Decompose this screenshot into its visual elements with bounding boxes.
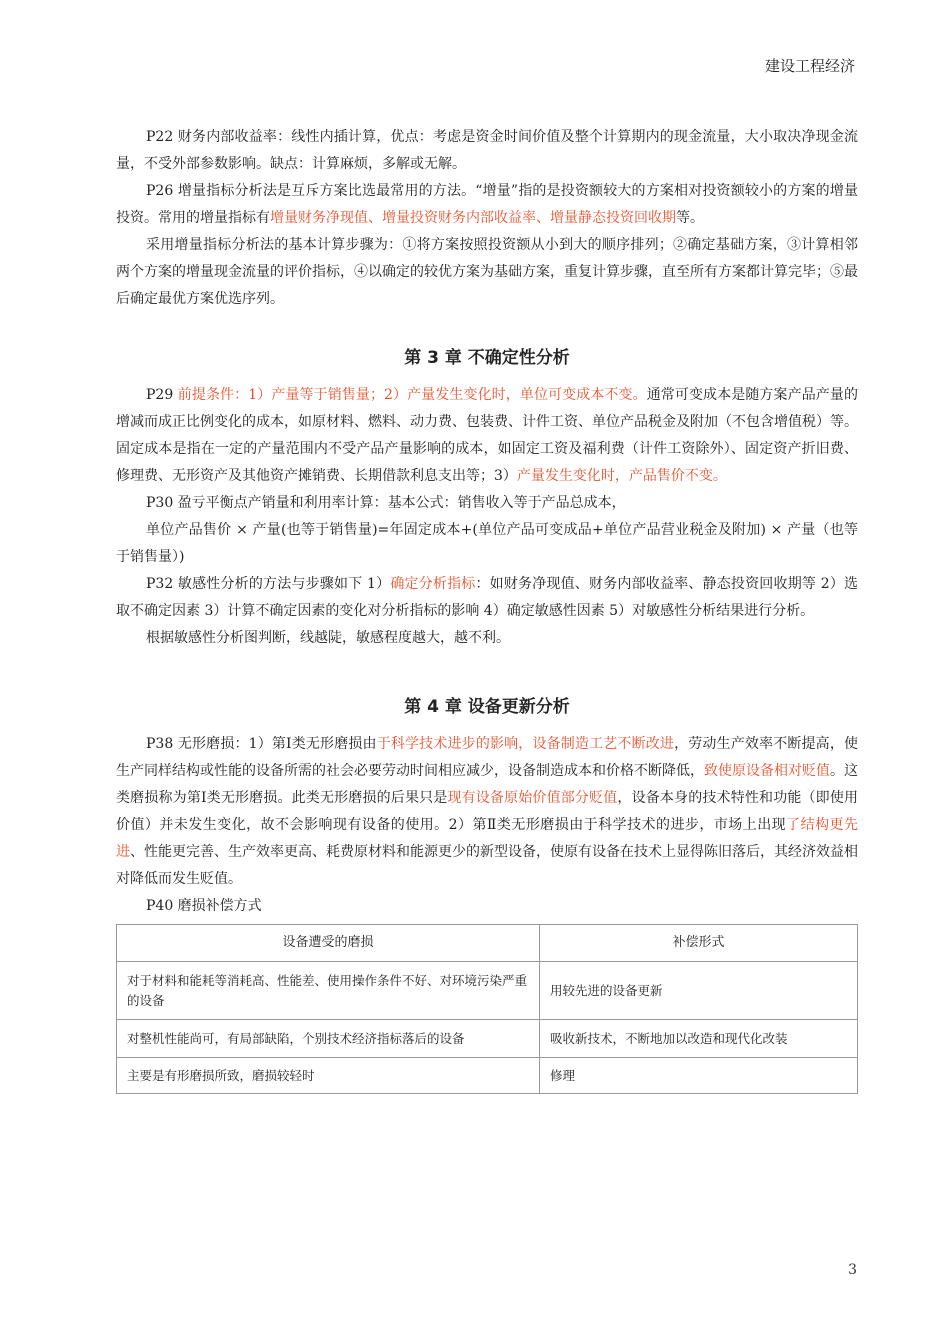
paragraph-p38: P38 无形磨损：1）第Ⅰ类无形磨损由于科学技术进步的影响，设备制造工艺不断改进，劳动生产效率不断提高，使生产同样结构或性能的设备所需的社会必要劳动时间相应减少，设备制造成本和价格不断降低，致使原设备相对贬值。这类磨损称为第Ⅰ类无形磨损。此类无形磨损的后果只是现有设备原始价值部分贬值，设备本身的技术特性和功能（即使用价值）并未发生变化，故不会影响现有设备的使用。2）第Ⅱ类无形磨损由于科学技术的进步，市场上出现了结构更先进、性能更完善、生产效率更高、耗费原材料和能源更少的新型设备，使原有设备在技术上显得陈旧落后，其经济效益相对降低而发生贬值。 bbox=[116, 736, 859, 887]
chapter-4-heading: 第 4 章 设备更新分析 bbox=[404, 697, 570, 717]
paragraph-formula: 单位产品售价 × 产量(也等于销售量)=年固定成本+(单位产品可变成品+单位产品营业税金及附加) × 产量（也等于销售量）) bbox=[116, 522, 858, 565]
paragraph-steps: 采用增量指标分析法的基本计算步骤为：①将方案按照投资额从小到大的顺序排列；②确定基础方案，③计算相邻两个方案的增量现金流量的评价指标，④以确定的较优方案为基础方案，重复计算步骤，直至所有方案都计算完毕；⑤最后确定最优方案优选序列。 bbox=[116, 237, 858, 307]
table-row bbox=[117, 1058, 858, 1094]
page-content bbox=[116, 124, 858, 1094]
table-header-cell: 设备遭受的磨损 bbox=[117, 925, 540, 962]
table-cell: 修理 bbox=[540, 1058, 858, 1094]
page-number: 3 bbox=[848, 1262, 857, 1278]
wear-compensation-table bbox=[116, 924, 858, 1094]
table-cell: 吸收新技术，不断地加以改造和现代化改装 bbox=[540, 1020, 858, 1058]
table-row bbox=[117, 962, 858, 1020]
table-row bbox=[117, 1020, 858, 1058]
paragraph-p30: P30 盈亏平衡点产销量和利用率计算：基本公式：销售收入等于产品总成本， bbox=[146, 495, 626, 511]
table-cell: 主要是有形磨损所致，磨损较轻时 bbox=[117, 1058, 540, 1094]
table-cell: 对于材料和能耗等消耗高、性能差、使用操作条件不好、对环境污染严重的设备 bbox=[117, 962, 540, 1020]
chapter-3-heading: 第 3 章 不确定性分析 bbox=[404, 348, 570, 368]
running-header: 建设工程经济 bbox=[764, 57, 855, 75]
header-divider bbox=[0, 88, 950, 89]
paragraph-p22: P22 财务内部收益率：线性内插计算，优点：考虑是资金时间价值及整个计算期内的现金流量，大小取决净现金流量，不受外部参数影响。缺点：计算麻烦，多解或无解。 bbox=[116, 129, 858, 172]
table-cell: 用较先进的设备更新 bbox=[540, 962, 858, 1020]
paragraph-p40: P40 磨损补偿方式 bbox=[146, 898, 262, 914]
highlight-text: 于科学技术进步的影响，设备制造工艺不断改进 bbox=[376, 736, 675, 752]
table-header-cell: 补偿形式 bbox=[540, 925, 858, 962]
paragraph-p32: P32 敏感性分析的方法与步骤如下 1）确定分析指标：如财务净现值、财务内部收益率、静态投资回收期等 2）选取不确定因素 3）计算不确定因素的变化对分析指标的影响 4）确定敏感性因素 5）对敏感性分析结果进行分析。 bbox=[116, 576, 859, 619]
paragraph-sensitivity: 根据敏感性分析图判断，线越陡，敏感程度越大，越不利。 bbox=[146, 630, 510, 646]
paragraph-p29: P29 前提条件：1）产量等于销售量；2）产量发生变化时，单位可变成本不变。通常可变成本是随方案产品产量的增减而成正比例变化的成本，如原材料、燃料、动力费、包装费、计件工资、单位产品税金及附加（不包含增值税）等。固定成本是指在一定的产量范围内不受产品产量影响的成本，如固定工资及福利费（计件工资除外）、固定资产折旧费、修理费、无形资产及其他资产摊销费、长期借款利息支出等；3）产量发生变化时，产品售价不变。 bbox=[116, 387, 858, 484]
highlight-text: 前提条件：1）产量等于销售量；2）产量发生变化时，单位可变成本不变。 bbox=[177, 387, 647, 403]
highlight-text: 产量发生变化时，产品售价不变。 bbox=[516, 468, 727, 484]
highlight-text: 确定分析指标 bbox=[390, 576, 476, 592]
paragraph-p26: P26 增量指标分析法是互斥方案比选最常用的方法。“增量”指的是投资额较大的方案相对投资额较小的方案的增量投资。常用的增量指标有增量财务净现值、增量投资财务内部收益率、增量静态投资回收期等。 bbox=[116, 183, 858, 226]
highlight-text: 了结构更先进 bbox=[116, 817, 859, 860]
highlight-text: 致使原设备相对贬值 bbox=[704, 763, 830, 779]
highlight-text: 现有设备原始价值部分贬值 bbox=[447, 790, 618, 806]
highlight-text: 增量财务净现值、增量投资财务内部收益率、增量静态投资回收期 bbox=[270, 210, 676, 226]
table-cell: 对整机性能尚可，有局部缺陷，个别技术经济指标落后的设备 bbox=[117, 1020, 540, 1058]
table-header-row bbox=[117, 925, 858, 962]
